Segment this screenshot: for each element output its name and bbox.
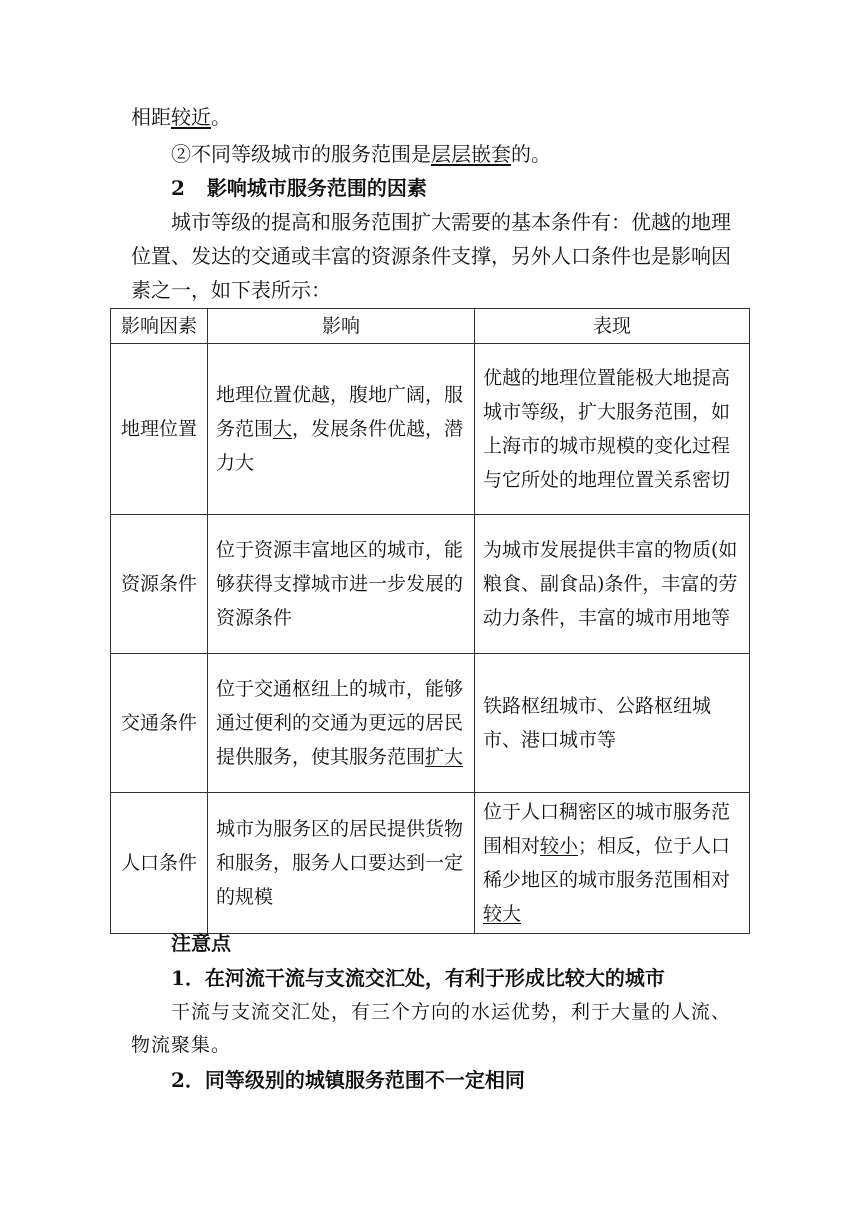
factor-cell: 地理位置 xyxy=(111,344,208,515)
factor-cell: 人口条件 xyxy=(111,793,208,934)
show-cell xyxy=(475,344,750,515)
underlined-term: 大 xyxy=(273,418,293,440)
effect-cell xyxy=(208,344,475,515)
paragraph-line-2: 位置、发达的交通或丰富的资源条件支撑，另外人口条件也是影响因 xyxy=(131,244,731,268)
underlined-term: 较大 xyxy=(483,903,522,925)
effect-text: ，发展条件优越，潜力大 xyxy=(216,418,464,474)
factors-table xyxy=(110,308,750,934)
effect-text: 位于资源丰富地区的城市，能够获得支撑城市进一步发展的资源条件 xyxy=(216,539,464,629)
section-title: 影响城市服务范围的因素 xyxy=(206,176,427,200)
header-factor: 影响因素 xyxy=(111,309,208,344)
show-text: ；相反，位于人口稀少地区的城市服务范围相对 xyxy=(483,835,731,891)
underlined-term: 较小 xyxy=(540,835,579,857)
header-effect: 影响 xyxy=(208,309,475,344)
note-1-title: 1．在河流干流与支流交汇处，有利于形成比较大的城市 xyxy=(171,966,665,990)
show-cell xyxy=(475,793,750,934)
show-text: 为城市发展提供丰富的物质(如粮食、副食品)条件，丰富的劳动力条件，丰富的城市用地等 xyxy=(483,539,738,629)
table-header-row xyxy=(111,309,750,344)
show-text: 位于人口稠密区的城市服务范围相对 xyxy=(483,801,731,857)
show-cell xyxy=(475,654,750,793)
factor-cell: 资源条件 xyxy=(111,515,208,654)
effect-text: 位于交通枢纽上的城市，能够通过便利的交通为更远的居民提供服务，使其服务范围 xyxy=(216,678,464,768)
note-1-body-line-2: 物流聚集。 xyxy=(131,1034,232,1056)
show-cell xyxy=(475,515,750,654)
paragraph-line-3: 素之一，如下表所示： xyxy=(131,278,331,302)
table-row xyxy=(111,654,750,793)
factor-cell: 交通条件 xyxy=(111,654,208,793)
intro-text: 。 xyxy=(211,105,231,129)
underlined-term: 扩大 xyxy=(425,746,464,768)
underlined-term: 较近 xyxy=(171,105,211,129)
intro-text: 相距 xyxy=(131,105,171,129)
section-heading xyxy=(171,176,427,200)
table-row xyxy=(111,793,750,934)
table-row xyxy=(111,344,750,515)
table-row xyxy=(111,515,750,654)
effect-cell xyxy=(208,793,475,934)
effect-text: 地理位置优越，腹地广阔，服务范围 xyxy=(216,384,464,440)
underlined-term: 层层嵌套 xyxy=(431,142,511,166)
intro-line-1 xyxy=(131,105,231,129)
effect-cell xyxy=(208,654,475,793)
intro-text: 的。 xyxy=(511,142,551,166)
notes-heading: 注意点 xyxy=(171,931,231,955)
effect-text: 城市为服务区的居民提供货物和服务，服务人口要达到一定的规模 xyxy=(216,818,464,908)
note-1-body-line-1: 干流与支流交汇处，有三个方向的水运优势，利于大量的人流、 xyxy=(171,1001,732,1023)
paragraph-line-1: 城市等级的提高和服务范围扩大需要的基本条件有：优越的地理 xyxy=(171,210,731,234)
show-text: 铁路枢纽城市、公路枢纽城市、港口城市等 xyxy=(483,695,712,751)
section-number: 2 xyxy=(171,176,185,200)
effect-cell xyxy=(208,515,475,654)
intro-line-2 xyxy=(171,142,551,166)
intro-text: ②不同等级城市的服务范围是 xyxy=(171,142,431,166)
header-show: 表现 xyxy=(475,309,750,344)
note-2-title: 2．同等级别的城镇服务范围不一定相同 xyxy=(171,1068,525,1092)
show-text: 优越的地理位置能极大地提高城市等级，扩大服务范围，如上海市的城市规模的变化过程与它所处的地理位置关系密切 xyxy=(483,367,731,491)
